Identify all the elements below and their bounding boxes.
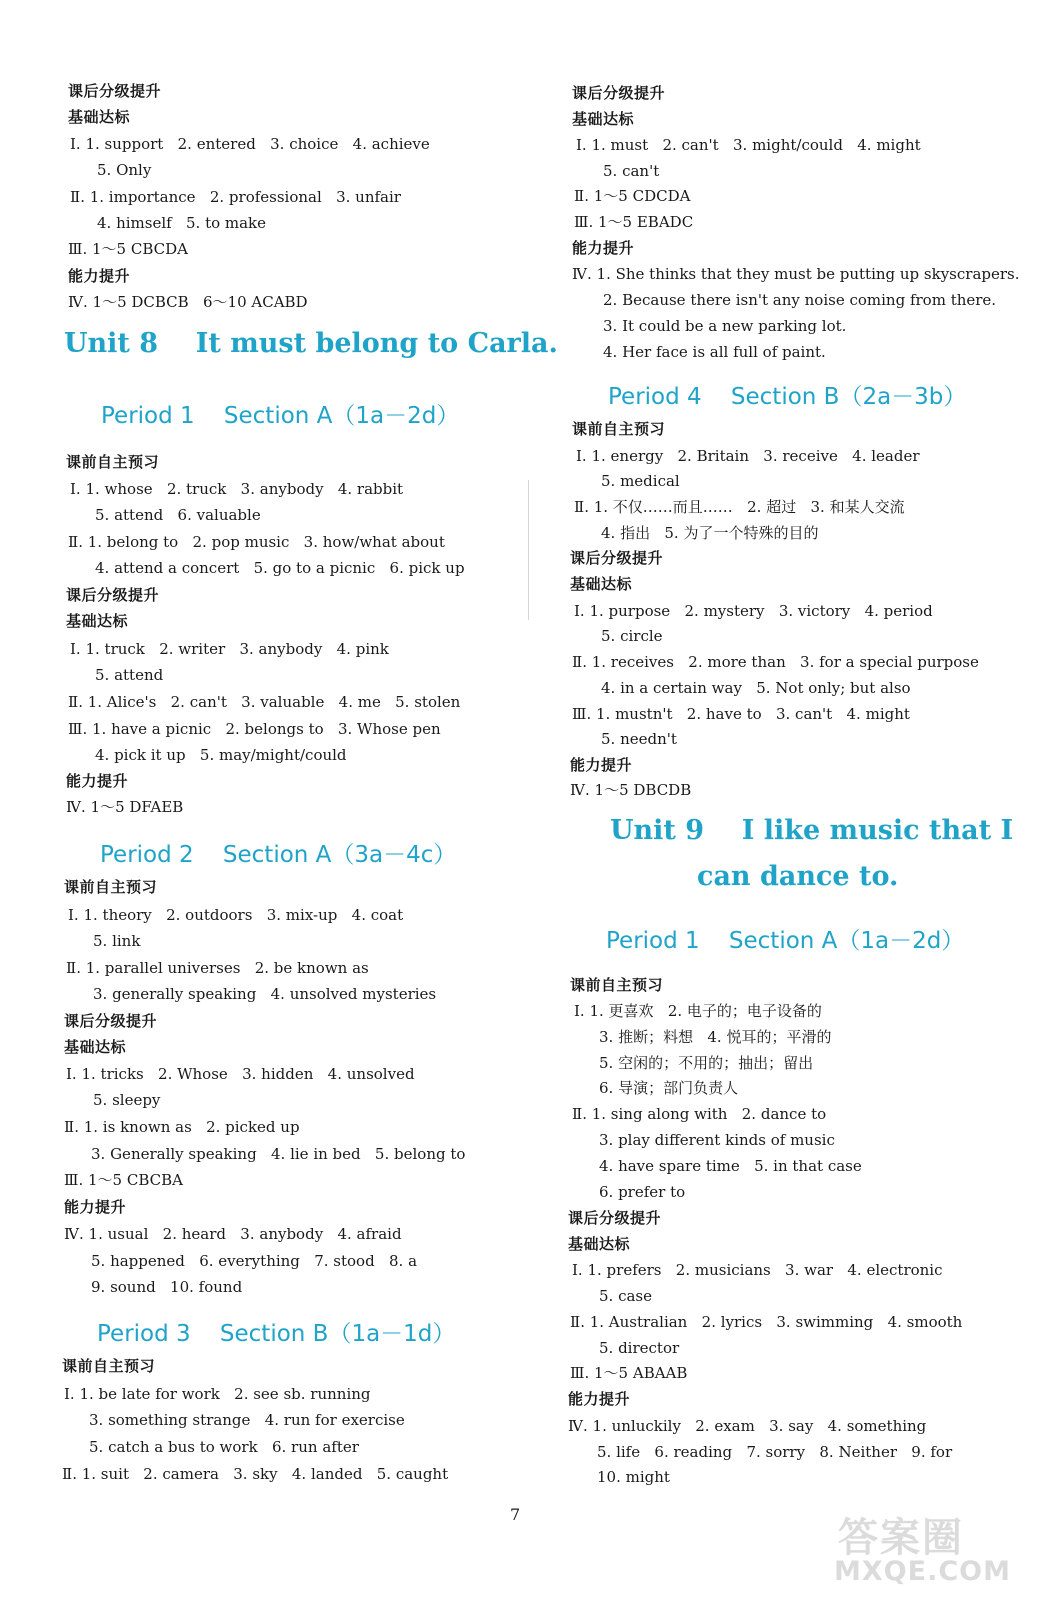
answer-line: Ⅱ. 1. suit 2. camera 3. sky 4. landed 5. caught — [62, 1465, 449, 1483]
page-number: 7 — [510, 1505, 521, 1524]
answer-line: Ⅰ. 1. support 2. entered 3. choice 4. achieve — [70, 135, 430, 153]
answer-line: 5. attend — [95, 666, 164, 684]
section-heading: 基础达标 — [570, 575, 633, 593]
section-heading: 基础达标 — [64, 1038, 127, 1056]
answer-line: Ⅳ. 1. usual 2. heard 3. anybody 4. afraid — [64, 1225, 402, 1243]
section-heading: 能力提升 — [68, 267, 131, 285]
answer-line: Ⅱ. 1. importance 2. professional 3. unfair — [70, 188, 401, 206]
section-heading: 课前自主预习 — [62, 1357, 156, 1375]
answer-line: 3. 推断；料想 4. 悦耳的；平滑的 — [599, 1028, 832, 1046]
column-divider — [528, 480, 529, 620]
answer-line: Ⅰ. 1. energy 2. Britain 3. receive 4. leader — [576, 447, 920, 465]
watermark-text: 答案圈 — [838, 1515, 964, 1561]
section-heading: 课后分级提升 — [568, 1209, 662, 1227]
period-heading: Period 2 Section A（3a－4c） — [100, 842, 457, 868]
answer-line: Ⅱ. 1. sing along with 2. dance to — [572, 1105, 827, 1123]
answer-line: Ⅳ. 1～5 DBCDB — [570, 781, 692, 799]
section-heading: 基础达标 — [568, 1235, 631, 1253]
answer-line: 5. 空闲的；不用的；抽出；留出 — [599, 1054, 814, 1072]
watermark-logo — [828, 1504, 1028, 1594]
answer-line: Ⅰ. 1. be late for work 2. see sb. running — [64, 1385, 371, 1403]
answer-line: Ⅳ. 1. unluckily 2. exam 3. say 4. something — [568, 1417, 927, 1435]
answer-line: Ⅳ. 1. She thinks that they must be putting up skyscrapers. — [572, 265, 1020, 283]
period-heading: Period 1 Section A（1a－2d） — [101, 403, 460, 429]
answer-line: 5. catch a bus to work 6. run after — [89, 1438, 359, 1456]
answer-line: Ⅲ. 1～5 CBCBA — [64, 1171, 183, 1189]
answer-line: Ⅰ. 1. 更喜欢 2. 电子的；电子设备的 — [574, 1002, 822, 1020]
section-heading: 能力提升 — [570, 756, 633, 774]
answer-line: 6. prefer to — [599, 1183, 686, 1201]
section-heading: 能力提升 — [64, 1198, 127, 1216]
answer-line: 4. have spare time 5. in that case — [599, 1157, 862, 1175]
answer-line: 5. can't — [603, 162, 660, 180]
section-heading: 课前自主预习 — [572, 420, 666, 438]
answer-line: Ⅰ. 1. whose 2. truck 3. anybody 4. rabbit — [70, 480, 404, 498]
answer-line: 5. life 6. reading 7. sorry 8. Neither 9. for — [597, 1443, 953, 1461]
answer-line: 10. might — [597, 1468, 670, 1486]
answer-line: 4. attend a concert 5. go to a picnic 6. pick up — [95, 559, 465, 577]
answer-line: 4. himself 5. to make — [97, 214, 267, 232]
answer-line: 4. pick it up 5. may/might/could — [95, 746, 347, 764]
watermark-url: MXQE.COM — [834, 1556, 1011, 1587]
answer-line: Ⅰ. 1. truck 2. writer 3. anybody 4. pink — [70, 640, 389, 658]
answer-line: 4. Her face is all full of paint. — [603, 343, 826, 361]
answer-line: Ⅲ. 1～5 CBCDA — [68, 240, 188, 258]
answer-line: 3. It could be a new parking lot. — [603, 317, 847, 335]
section-heading: 基础达标 — [572, 110, 635, 128]
answer-line: 6. 导演；部门负责人 — [599, 1079, 739, 1097]
answer-line: 3. something strange 4. run for exercise — [89, 1411, 405, 1429]
section-heading: 能力提升 — [572, 239, 635, 257]
section-heading: 能力提升 — [568, 1390, 631, 1408]
answer-line: Ⅱ. 1. is known as 2. picked up — [64, 1118, 300, 1136]
answer-line: 5. happened 6. everything 7. stood 8. a — [91, 1252, 418, 1270]
answer-line: 5. director — [599, 1339, 680, 1357]
answer-line: 5. link — [93, 932, 141, 950]
answer-line: 9. sound 10. found — [91, 1278, 243, 1296]
answer-line: 5. circle — [601, 627, 663, 645]
section-heading: 基础达标 — [66, 612, 129, 630]
answer-line: 5. case — [599, 1287, 652, 1305]
unit-title: Unit 8 It must belong to Carla. — [64, 328, 558, 359]
unit-title: Unit 9 I like music that I — [610, 815, 1014, 846]
section-heading: 课后分级提升 — [68, 82, 162, 100]
answer-line: Ⅲ. 1. have a picnic 2. belongs to 3. Whose pen — [68, 720, 441, 738]
answer-line: Ⅰ. 1. prefers 2. musicians 3. war 4. electronic — [572, 1261, 943, 1279]
section-heading: 课后分级提升 — [66, 586, 160, 604]
section-heading: 基础达标 — [68, 108, 131, 126]
answer-line: 4. in a certain way 5. Not only; but also — [601, 679, 911, 697]
answer-line: 3. generally speaking 4. unsolved mysteries — [93, 985, 437, 1003]
answer-line: Ⅱ. 1. Alice's 2. can't 3. valuable 4. me 5. stolen — [68, 693, 461, 711]
section-heading: 课后分级提升 — [572, 84, 666, 102]
period-heading: Period 1 Section A（1a－2d） — [606, 928, 965, 954]
answer-line: 2. Because there isn't any noise coming from there. — [603, 291, 997, 309]
section-heading: 能力提升 — [66, 772, 129, 790]
answer-line: 5. Only — [97, 161, 152, 179]
answer-line: 4. 指出 5. 为了一个特殊的目的 — [601, 524, 819, 542]
period-heading: Period 4 Section B（2a－3b） — [608, 384, 967, 410]
period-heading: Period 3 Section B（1a－1d） — [97, 1321, 456, 1347]
section-heading: 课后分级提升 — [570, 549, 664, 567]
answer-line: Ⅳ. 1～5 DFAEB — [66, 798, 184, 816]
section-heading: 课前自主预习 — [64, 878, 158, 896]
section-heading: 课后分级提升 — [64, 1012, 158, 1030]
answer-line: 5. attend 6. valuable — [95, 506, 261, 524]
answer-line: Ⅱ. 1. parallel universes 2. be known as — [66, 959, 369, 977]
answer-line: Ⅰ. 1. tricks 2. Whose 3. hidden 4. unsolved — [66, 1065, 415, 1083]
answer-line: Ⅲ. 1～5 EBADC — [574, 213, 694, 231]
answer-line: Ⅲ. 1. mustn't 2. have to 3. can't 4. might — [572, 705, 910, 723]
answer-line: Ⅰ. 1. theory 2. outdoors 3. mix-up 4. coat — [68, 906, 404, 924]
unit-title: can dance to. — [697, 861, 899, 892]
answer-line: 3. play different kinds of music — [599, 1131, 835, 1149]
answer-line: Ⅱ. 1. 不仅……而且…… 2. 超过 3. 和某人交流 — [574, 498, 905, 516]
answer-line: Ⅱ. 1. belong to 2. pop music 3. how/what about — [68, 533, 445, 551]
section-heading: 课前自主预习 — [66, 453, 160, 471]
answer-line: Ⅰ. 1. purpose 2. mystery 3. victory 4. period — [574, 602, 933, 620]
answer-line: Ⅱ. 1～5 CDCDA — [574, 187, 691, 205]
answer-line: Ⅱ. 1. receives 2. more than 3. for a special purpose — [572, 653, 979, 671]
answer-line: Ⅳ. 1～5 DCBCB 6～10 ACABD — [68, 293, 308, 311]
answer-line: 3. Generally speaking 4. lie in bed 5. belong to — [91, 1145, 466, 1163]
answer-line: 5. medical — [601, 472, 680, 490]
answer-line: 5. sleepy — [93, 1091, 161, 1109]
section-heading: 课前自主预习 — [570, 976, 664, 994]
answer-line: 5. needn't — [601, 730, 677, 748]
answer-line: Ⅲ. 1～5 ABAAB — [570, 1364, 688, 1382]
answer-line: Ⅱ. 1. Australian 2. lyrics 3. swimming 4. smooth — [570, 1313, 963, 1331]
answer-line: Ⅰ. 1. must 2. can't 3. might/could 4. might — [576, 136, 921, 154]
